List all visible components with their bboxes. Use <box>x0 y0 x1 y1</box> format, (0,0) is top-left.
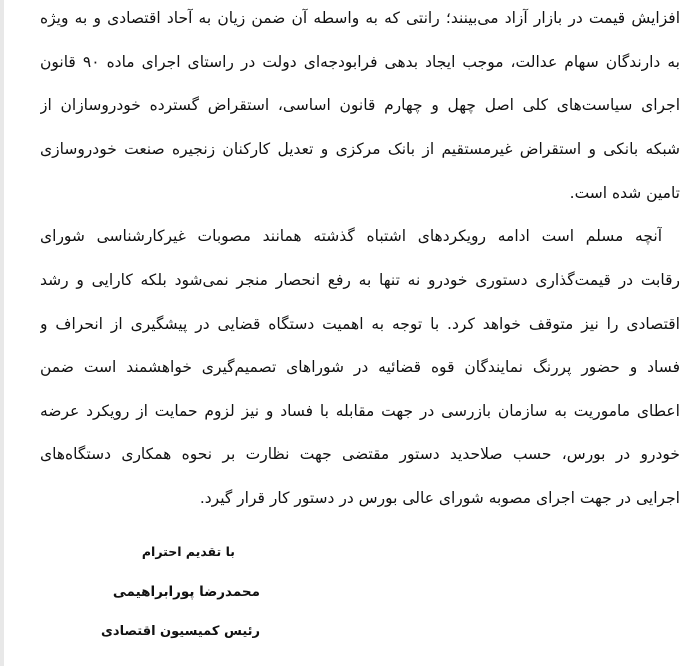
body-line-10: اعطای ماموریت به سازمان بازرسی در جهت مقابله با فساد و نیز لزوم حمایت از رویکرد عرضه <box>40 402 680 420</box>
body-line-5: تامین شده است. <box>569 184 680 202</box>
body-line-3: اجرای سیاست‌های کلی اصل چهل و چهارم قانون اساسی، استقراض گسترده خودروسازان از <box>40 96 680 114</box>
signature-closing: با تقدیم احترام <box>141 544 235 559</box>
body-line-12: اجرایی در جهت اجرای مصوبه شورای عالی بورس در دستور کار قرار گیرد. <box>199 489 680 507</box>
body-line-4: شبکه بانکی و استقراض غیرمستقیم از بانک مرکزی و تعدیل کارکنان زنجیره صنعت خودروسازی <box>40 140 680 158</box>
body-line-11: خودرو در بورس، حسب صلاحدید دستور مقتضی جهت نظارت بر نحوه همکاری دستگاه‌های <box>40 445 680 463</box>
body-line-1: افزایش قیمت در بازار آزاد می‌بینند؛ رانتی که به واسطه آن ضمن زیان به آحاد اقتصادی و به ویژه <box>40 9 680 27</box>
body-line-8: اقتصادی را نیز متوقف خواهد کرد. با توجه به اهمیت دستگاه قضایی در پیشگیری از انحراف و <box>40 315 680 333</box>
signature-name: محمدرضا پورابراهیمی <box>112 584 260 600</box>
body-line-6: آنچه مسلم است ادامه رویکردهای اشتباه گذشته همانند مصوبات غیرکارشناسی شورای <box>40 227 662 245</box>
body-line-9: فساد و حضور پررنگ نمایندگان قوه قضائیه در شوراهای تصمیم‌گیری خواهشمند است ضمن <box>40 358 680 376</box>
page-edge <box>0 0 4 666</box>
body-line-2: به دارندگان سهام عدالت، موجب ایجاد بدهی فرابودجه‌ای دولت در راستای اجرای ماده ۹۰ قانون <box>40 53 680 71</box>
body-line-7: رقابت در قیمت‌گذاری دستوری خودرو نه تنها به رفع انحصار منجر نمی‌شود بلکه کارایی و رشد <box>40 271 680 289</box>
signature-title: رئیس کمیسیون اقتصادی <box>100 624 260 639</box>
